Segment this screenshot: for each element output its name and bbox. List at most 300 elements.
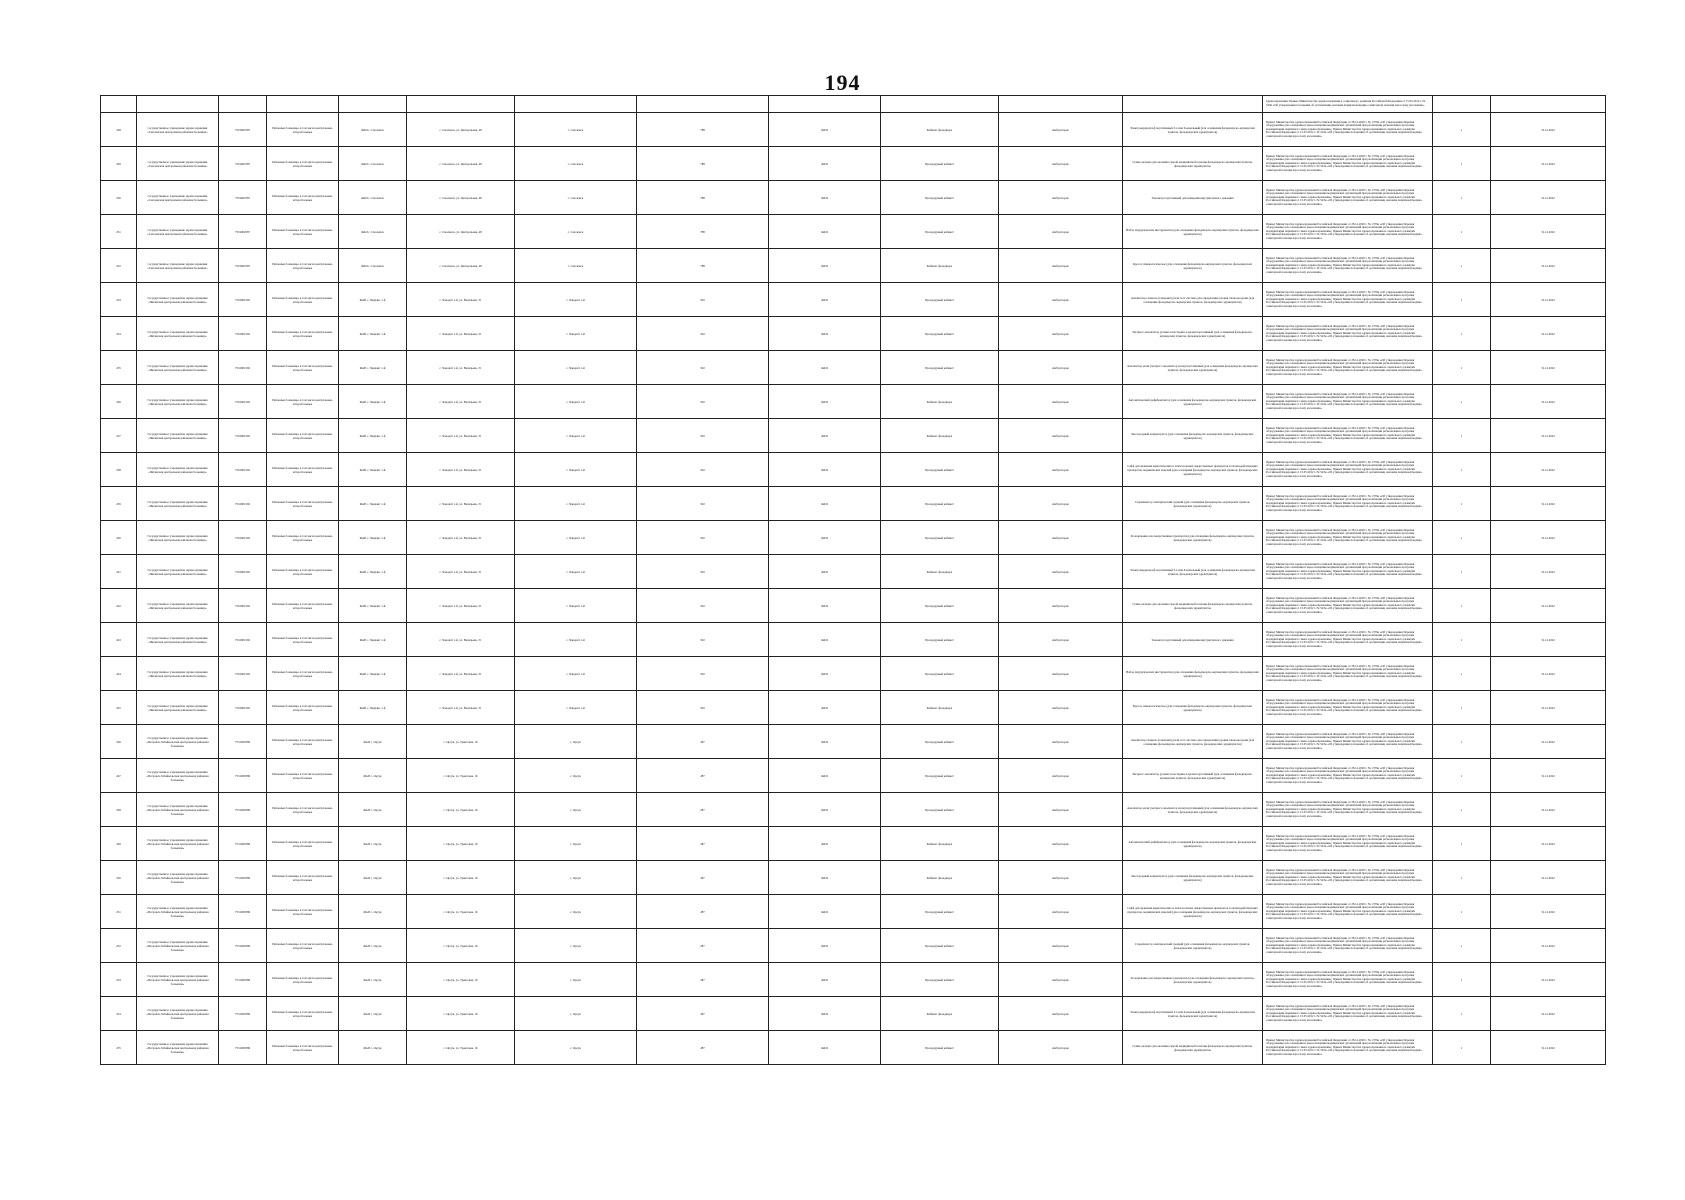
unit-cell: ФАП с. Чандант 1-й — [339, 317, 407, 351]
inn-cell: 7531000589 — [219, 963, 267, 997]
address-cell: с. Чандант 1-й, ул. Васильева, 31 — [407, 317, 515, 351]
room-cell: Процедурный кабинет — [881, 929, 999, 963]
continuation-row — [101, 96, 1606, 113]
org-type-cell: Районные больницы, в том числе центральные, аптеробольные — [267, 113, 339, 147]
unit-cell: ФАП с. Орсук — [339, 759, 407, 793]
row-number-cell: 231 — [101, 215, 137, 249]
care-form-cell: Амбулаторно — [999, 317, 1123, 351]
care-form-cell: Амбулаторно — [999, 351, 1123, 385]
date-cell: 31.12.2022 — [1491, 555, 1606, 589]
table-row — [101, 895, 1606, 929]
row-number-cell: 228 — [101, 113, 137, 147]
org-type-cell: Районные больницы, в том числе центральные, аптеробольные — [267, 317, 339, 351]
unit-cell: ФАП с. Смоленск — [339, 215, 407, 249]
order-cell: Приказ Министерства здравоохранения Российской Федерации от 28.12.2020 г. № 1379н «Об утверждении Перечня оборудования для оснащения и переоснащения медицинских организаций при реализации региональных программ модернизации первичного звена здравоохранения»; Приказ Министерства здравоохранения и социального развития Российской Федерации от 15.05.2012 г. № 543н «Об утверждении положения об организации оказания первичной медико-санитарной помощи взрослому населению» — [1263, 929, 1433, 963]
organization-cell: Государственное учреждение здравоохранения «Читинская центральная районная больница» — [137, 453, 219, 487]
order-cell: Приказ Министерства здравоохранения Российской Федерации от 28.12.2020 г. № 1379н «Об утверждении Перечня оборудования для оснащения и переоснащения медицинских организаций при реализации региональных программ модернизации первичного звена здравоохранения»; Приказ Министерства здравоохранения и социального развития Российской Федерации от 15.05.2012 г. № 543н «Об утверждении положения об организации оказания первичной медико-санитарной помощи взрослому населению» — [1263, 759, 1433, 793]
population-cell: 788 — [637, 215, 769, 249]
quantity-cell: 1 — [1433, 521, 1491, 555]
room-cell: Кабинет фельдшера — [881, 419, 999, 453]
quantity-cell: 1 — [1433, 895, 1491, 929]
quantity-cell: 1 — [1433, 725, 1491, 759]
inn-cell: 7531000589 — [219, 895, 267, 929]
row-number-cell: 252 — [101, 929, 137, 963]
organization-cell: Государственное учреждение здравоохранения «Читинская центральная районная больница» — [137, 317, 219, 351]
quantity-cell: 1 — [1433, 147, 1491, 181]
population-cell: 502 — [637, 351, 769, 385]
order-cell: Приказ Министерства здравоохранения Российской Федерации от 28.12.2020 г. № 1379н «Об утверждении Перечня оборудования для оснащения и переоснащения медицинских организаций при реализации региональных программ модернизации первичного звена здравоохранения»; Приказ Министерства здравоохранения и социального развития Российской Федерации от 15.05.2012 г. № 543н «Об утверждении положения об организации оказания первичной медико-санитарной помощи взрослому населению» — [1263, 657, 1433, 691]
room-cell: Процедурный кабинет — [881, 317, 999, 351]
order-cell: Приказ Министерства здравоохранения Российской Федерации от 28.12.2020 г. № 1379н «Об утверждении Перечня оборудования для оснащения и переоснащения медицинских организаций при реализации региональных программ модернизации первичного звена здравоохранения»; Приказ Министерства здравоохранения и социального развития Российской Федерации от 15.05.2012 г. № 543н «Об утверждении положения об организации оказания первичной медико-санитарной помощи взрослому населению» — [1263, 895, 1433, 929]
org-type-cell: Районные больницы, в том числе центральные, аптеробольные — [267, 385, 339, 419]
equipment-cell: Набор хирургических инструментов (для оснащения фельдшерско-акушерских пунктов, фельдшерских здравпунктов) — [1123, 657, 1263, 691]
room-cell: Кабинет фельдшера — [881, 827, 999, 861]
organization-cell: Государственное учреждение здравоохранения «Петровск-Забайкальская центральная районная больница» — [137, 997, 219, 1031]
date-cell: 31.12.2022 — [1491, 623, 1606, 657]
date-cell: 31.12.2022 — [1491, 317, 1606, 351]
care-form-cell: Амбулаторно — [999, 453, 1123, 487]
address-cell: с. Смоленск, ул. Центральная, 48 — [407, 147, 515, 181]
care-form-cell: Амбулаторно — [999, 623, 1123, 657]
unit-kind-cell: ФАП — [769, 759, 881, 793]
org-type-cell: Районные больницы, в том числе центральные, аптеробольные — [267, 963, 339, 997]
order-cell: Приказ Министерства здравоохранения Российской Федерации от 28.12.2020 г. № 1379н «Об утверждении Перечня оборудования для оснащения и переоснащения медицинских организаций при реализации региональных программ модернизации первичного звена здравоохранения»; Приказ Министерства здравоохранения и социального развития Российской Федерации от 15.05.2012 г. № 543н «Об утверждении положения об организации оказания первичной медико-санитарной помощи взрослому населению» — [1263, 997, 1433, 1031]
unit-cell: ФАП с. Чандант 1-й — [339, 589, 407, 623]
care-form-cell: Амбулаторно — [999, 113, 1123, 147]
inn-cell: 7516001592 — [219, 317, 267, 351]
care-form-cell: Амбулаторно — [999, 521, 1123, 555]
settlement-cell: с. Чандант 1-й — [515, 317, 637, 351]
quantity-cell: 1 — [1433, 691, 1491, 725]
equipment-cell: Тонометр портативный для измерения внутриглазного давления — [1123, 181, 1263, 215]
equipment-cell: Набор хирургических инструментов (для оснащения фельдшерско-акушерских пунктов, фельдшерских здравпунктов) — [1123, 215, 1263, 249]
quantity-cell: 1 — [1433, 1031, 1491, 1065]
organization-cell: Государственное учреждение здравоохранения «Читинская центральная районная больница» — [137, 657, 219, 691]
equipment-cell: Экспресс-анализатор уровня холестерина в крови портативный (для оснащения фельдшерско-акушерских пунктов, фельдшерских здравпунктов) — [1123, 317, 1263, 351]
care-form-cell: Амбулаторно — [999, 419, 1123, 453]
settlement-cell: с. Орсук — [515, 895, 637, 929]
inn-cell: 7519002587 — [219, 249, 267, 283]
inn-cell: 7519002587 — [219, 215, 267, 249]
address-cell: с. Смоленск, ул. Центральная, 48 — [407, 113, 515, 147]
equipment-cell: Анализатор мочи (экспресс-анализатор мочи) портативный (для оснащения фельдшерско-акушерских пунктов, фельдшерских здравпунктов) — [1123, 351, 1263, 385]
equipment-table-sheet — [100, 95, 1605, 1065]
order-cell: Приказ Министерства здравоохранения Российской Федерации от 28.12.2020 г. № 1379н «Об утверждении Перечня оборудования для оснащения и переоснащения медицинских организаций при реализации региональных программ модернизации первичного звена здравоохранения»; Приказ Министерства здравоохранения и социального развития Российской Федерации от 15.05.2012 г. № 543н «Об утверждении положения об организации оказания первичной медико-санитарной помощи взрослому населению» — [1263, 521, 1433, 555]
table-row — [101, 589, 1606, 623]
address-cell: с. Чандант 1-й, ул. Васильева, 31 — [407, 283, 515, 317]
care-form-cell: Амбулаторно — [999, 793, 1123, 827]
date-cell: 31.12.2022 — [1491, 963, 1606, 997]
population-cell: 287 — [637, 895, 769, 929]
settlement-cell: с. Чандант 1-й — [515, 555, 637, 589]
address-cell: с. Чандант 1-й, ул. Васильева, 31 — [407, 623, 515, 657]
order-cell: Приказ Министерства здравоохранения Российской Федерации от 28.12.2020 г. № 1379н «Об утверждении Перечня оборудования для оснащения и переоснащения медицинских организаций при реализации региональных программ модернизации первичного звена здравоохранения»; Приказ Министерства здравоохранения и социального развития Российской Федерации от 15.05.2012 г. № 543н «Об утверждении положения об организации оказания первичной медико-санитарной помощи взрослому населению» — [1263, 453, 1433, 487]
table-row — [101, 317, 1606, 351]
table-row — [101, 385, 1606, 419]
org-type-cell: Районные больницы, в том числе центральные, аптеробольные — [267, 453, 339, 487]
unit-kind-cell: ФАП — [769, 963, 881, 997]
unit-cell: ФАП с. Чандант 1-й — [339, 623, 407, 657]
address-cell: с. Чандант 1-й, ул. Васильева, 31 — [407, 419, 515, 453]
unit-cell: ФАП с. Орсук — [339, 997, 407, 1031]
equipment-cell: Электрокардиограф портативный 3-х или 6-канальный (для оснащения фельдшерско-акушерских пунктов, фельдшерских здравпунктов) — [1123, 555, 1263, 589]
quantity-cell: 1 — [1433, 657, 1491, 691]
unit-kind-cell: ФАП — [769, 453, 881, 487]
equipment-cell: Сумка-укладка для оказания скорой медицинской помощи фельдшерско-акушерских пунктов, фельдшерских здравпунктов — [1123, 147, 1263, 181]
organization-cell: Государственное учреждение здравоохранения «Читинская центральная районная больница» — [137, 555, 219, 589]
row-number-cell: 250 — [101, 861, 137, 895]
inn-cell: 7531000589 — [219, 725, 267, 759]
unit-kind-cell: ФАП — [769, 419, 881, 453]
room-cell: Процедурный кабинет — [881, 895, 999, 929]
population-cell: 287 — [637, 861, 769, 895]
table-row — [101, 351, 1606, 385]
quantity-cell: 1 — [1433, 827, 1491, 861]
quantity-cell: 1 — [1433, 759, 1491, 793]
unit-kind-cell: ФАП — [769, 895, 881, 929]
table-row — [101, 113, 1606, 147]
equipment-cell: Анализатор глюкозы (глюкометр) или тест-система для определения уровня глюкозы крови (для оснащения фельдшерско-акушерских пунктов, фельдшерских здравпунктов) — [1123, 725, 1263, 759]
organization-cell: Государственное учреждение здравоохранения «Читинская центральная районная больница» — [137, 691, 219, 725]
row-number-cell: 253 — [101, 963, 137, 997]
table-row — [101, 215, 1606, 249]
care-form-cell: Амбулаторно — [999, 385, 1123, 419]
population-cell: 502 — [637, 589, 769, 623]
room-cell: Кабинет фельдшера — [881, 997, 999, 1031]
settlement-cell: с. Орсук — [515, 861, 637, 895]
unit-cell: ФАП с. Чандант 1-й — [339, 487, 407, 521]
row-number-cell: 239 — [101, 487, 137, 521]
unit-kind-cell: ФАП — [769, 283, 881, 317]
order-cell: Приказ Министерства здравоохранения Российской Федерации от 28.12.2020 г. № 1379н «Об утверждении Перечня оборудования для оснащения и переоснащения медицинских организаций при реализации региональных программ модернизации первичного звена здравоохранения»; Приказ Министерства здравоохранения и социального развития Российской Федерации от 15.05.2012 г. № 543н «Об утверждении положения об организации оказания первичной медико-санитарной помощи взрослому населению» — [1263, 691, 1433, 725]
row-number-cell: 230 — [101, 181, 137, 215]
settlement-cell: с. Смоленск — [515, 249, 637, 283]
date-cell: 31.12.2022 — [1491, 827, 1606, 861]
row-number-cell: 229 — [101, 147, 137, 181]
address-cell: с. Чандант 1-й, ул. Васильева, 31 — [407, 691, 515, 725]
org-type-cell: Районные больницы, в том числе центральные, аптеробольные — [267, 895, 339, 929]
row-number-cell: 240 — [101, 521, 137, 555]
row-number-cell: 254 — [101, 997, 137, 1031]
care-form-cell: Амбулаторно — [999, 691, 1123, 725]
room-cell: Кабинет фельдшера — [881, 691, 999, 725]
population-cell: 502 — [637, 623, 769, 657]
quantity-cell: 1 — [1433, 861, 1491, 895]
row-number-cell: 255 — [101, 1031, 137, 1065]
address-cell: с. Орсук, ул. Трактовая, 16 — [407, 929, 515, 963]
population-cell: 788 — [637, 113, 769, 147]
quantity-cell: 1 — [1433, 249, 1491, 283]
org-type-cell: Районные больницы, в том числе центральные, аптеробольные — [267, 759, 339, 793]
table-row — [101, 555, 1606, 589]
unit-cell: ФАП с. Орсук — [339, 725, 407, 759]
room-cell: Процедурный кабинет — [881, 623, 999, 657]
room-cell: Кабинет фельдшера — [881, 113, 999, 147]
organization-cell: Государственное учреждение здравоохранения «Читинская центральная районная больница» — [137, 385, 219, 419]
population-cell: 502 — [637, 283, 769, 317]
row-number-cell: 242 — [101, 589, 137, 623]
settlement-cell: с. Орсук — [515, 1031, 637, 1065]
settlement-cell: с. Чандант 1-й — [515, 623, 637, 657]
equipment-cell: Сумка-укладка для оказания скорой медицинской помощи фельдшерско-акушерских пунктов, фельдшерских здравпунктов — [1123, 589, 1263, 623]
room-cell: Процедурный кабинет — [881, 487, 999, 521]
org-type-cell: Районные больницы, в том числе центральные, аптеробольные — [267, 861, 339, 895]
population-cell: 788 — [637, 147, 769, 181]
order-cell: Приказ Министерства здравоохранения Российской Федерации от 28.12.2020 г. № 1379н «Об утверждении Перечня оборудования для оснащения и переоснащения медицинских организаций при реализации региональных программ модернизации первичного звена здравоохранения»; Приказ Министерства здравоохранения и социального развития Российской Федерации от 15.05.2012 г. № 543н «Об утверждении положения об организации оказания первичной медико-санитарной помощи взрослому населению» — [1263, 861, 1433, 895]
quantity-cell: 1 — [1433, 963, 1491, 997]
room-cell: Процедурный кабинет — [881, 793, 999, 827]
date-cell: 31.12.2022 — [1491, 1031, 1606, 1065]
inn-cell: 7516001592 — [219, 487, 267, 521]
date-cell: 31.12.2022 — [1491, 997, 1606, 1031]
room-cell: Процедурный кабинет — [881, 181, 999, 215]
address-cell: с. Смоленск, ул. Центральная, 48 — [407, 181, 515, 215]
equipment-cell: Электрокардиограф портативный 3-х или 6-канальный (для оснащения фельдшерско-акушерских пунктов, фельдшерских здравпунктов) — [1123, 997, 1263, 1031]
page-number: 194 — [824, 70, 861, 95]
quantity-cell: 1 — [1433, 793, 1491, 827]
order-cell: Приказ Министерства здравоохранения Российской Федерации от 28.12.2020 г. № 1379н «Об утверждении Перечня оборудования для оснащения и переоснащения медицинских организаций при реализации региональных программ модернизации первичного звена здравоохранения»; Приказ Министерства здравоохранения и социального развития Российской Федерации от 15.05.2012 г. № 543н «Об утверждении положения об организации оказания первичной медико-санитарной помощи взрослому населению» — [1263, 181, 1433, 215]
equipment-cell: Электрокардиограф портативный 3-х или 6-канальный (для оснащения фельдшерско-акушерских пунктов, фельдшерских здравпунктов) — [1123, 113, 1263, 147]
unit-kind-cell: ФАП — [769, 1031, 881, 1065]
quantity-cell: 1 — [1433, 623, 1491, 657]
date-cell: 31.12.2022 — [1491, 215, 1606, 249]
row-number-cell: 246 — [101, 725, 137, 759]
care-form-cell: Амбулаторно — [999, 759, 1123, 793]
care-form-cell: Амбулаторно — [999, 725, 1123, 759]
equipment-cell: Холодильник для лекарственных препаратов (для оснащения фельдшерско-акушерских пунктов, фельдшерских здравпунктов) — [1123, 963, 1263, 997]
unit-kind-cell: ФАП — [769, 589, 881, 623]
unit-cell: ФАП с. Орсук — [339, 861, 407, 895]
org-type-cell: Районные больницы, в том числе центральные, аптеробольные — [267, 1031, 339, 1065]
equipment-cell: Сейф для хранения наркотических и психотропных лекарственных препаратов и сильнодействующих препаратов, медицинских изделий (для оснащения фельдшерско-акушерских пунктов, фельдшерских здравпунктов) — [1123, 895, 1263, 929]
care-form-cell: Амбулаторно — [999, 997, 1123, 1031]
equipment-cell: Автоматический дефибриллятор (для оснащения фельдшерско-акушерских пунктов, фельдшерских здравпунктов) — [1123, 385, 1263, 419]
address-cell: с. Орсук, ул. Трактовая, 16 — [407, 793, 515, 827]
care-form-cell: Амбулаторно — [999, 249, 1123, 283]
org-type-cell: Районные больницы, в том числе центральные, аптеробольные — [267, 181, 339, 215]
table-row — [101, 963, 1606, 997]
inn-cell: 7516001592 — [219, 351, 267, 385]
organization-cell: государственное учреждение здравоохранения «Смоленская центральная районная больница» — [137, 147, 219, 181]
unit-cell: ФАП с. Орсук — [339, 895, 407, 929]
inn-cell: 7531000589 — [219, 1031, 267, 1065]
care-form-cell: Амбулаторно — [999, 487, 1123, 521]
unit-kind-cell: ФАП — [769, 113, 881, 147]
order-cell: Приказ Министерства здравоохранения Российской Федерации от 28.12.2020 г. № 1379н «Об утверждении Перечня оборудования для оснащения и переоснащения медицинских организаций при реализации региональных программ модернизации первичного звена здравоохранения»; Приказ Министерства здравоохранения и социального развития Российской Федерации от 15.05.2012 г. № 543н «Об утверждении положения об организации оказания первичной медико-санитарной помощи взрослому населению» — [1263, 827, 1433, 861]
inn-cell: 7531000589 — [219, 997, 267, 1031]
unit-cell: ФАП с. Чандант 1-й — [339, 385, 407, 419]
equipment-cell: Анализатор мочи (экспресс-анализатор мочи) портативный (для оснащения фельдшерско-акушерских пунктов, фельдшерских здравпунктов) — [1123, 793, 1263, 827]
settlement-cell: с. Чандант 1-й — [515, 691, 637, 725]
quantity-cell: 1 — [1433, 487, 1491, 521]
quantity-cell: 1 — [1433, 997, 1491, 1031]
org-type-cell: Районные больницы, в том числе центральные, аптеробольные — [267, 997, 339, 1031]
room-cell: Процедурный кабинет — [881, 215, 999, 249]
inn-cell: 7531000589 — [219, 759, 267, 793]
unit-kind-cell: ФАП — [769, 317, 881, 351]
address-cell: с. Чандант 1-й, ул. Васильева, 31 — [407, 657, 515, 691]
organization-cell: Государственное учреждение здравоохранения «Читинская центральная районная больница» — [137, 623, 219, 657]
organization-cell: государственное учреждение здравоохранения «Смоленская центральная районная больница» — [137, 249, 219, 283]
address-cell: с. Орсук, ул. Трактовая, 16 — [407, 861, 515, 895]
population-cell: 287 — [637, 963, 769, 997]
quantity-cell: 1 — [1433, 589, 1491, 623]
org-type-cell: Районные больницы, в том числе центральные, аптеробольные — [267, 147, 339, 181]
date-cell: 31.12.2022 — [1491, 351, 1606, 385]
care-form-cell: Амбулаторно — [999, 861, 1123, 895]
room-cell: Кабинет фельдшера — [881, 555, 999, 589]
settlement-cell: с. Смоленск — [515, 215, 637, 249]
row-number-cell: 232 — [101, 249, 137, 283]
org-type-cell: Районные больницы, в том числе центральные, аптеробольные — [267, 351, 339, 385]
organization-cell: Государственное учреждение здравоохранения «Петровск-Забайкальская центральная районная больница» — [137, 963, 219, 997]
settlement-cell: с. Орсук — [515, 963, 637, 997]
care-form-cell: Амбулаторно — [999, 1031, 1123, 1065]
population-cell: 287 — [637, 793, 769, 827]
order-cell: Приказ Министерства здравоохранения Российской Федерации от 28.12.2020 г. № 1379н «Об утверждении Перечня оборудования для оснащения и переоснащения медицинских организаций при реализации региональных программ модернизации первичного звена здравоохранения»; Приказ Министерства здравоохранения и социального развития Российской Федерации от 15.05.2012 г. № 543н «Об утверждении положения об организации оказания первичной медико-санитарной помощи взрослому населению» — [1263, 385, 1433, 419]
unit-cell: ФАП с. Чандант 1-й — [339, 419, 407, 453]
unit-kind-cell: ФАП — [769, 861, 881, 895]
quantity-cell: 1 — [1433, 419, 1491, 453]
unit-cell: ФАП с. Чандант 1-й — [339, 657, 407, 691]
inn-cell: 7516001592 — [219, 385, 267, 419]
table-row — [101, 997, 1606, 1031]
equipment-cell: Стерилизатор электрический средний (для оснащения фельдшерско-акушерских пунктов, фельдшерских здравпунктов) — [1123, 487, 1263, 521]
quantity-cell: 1 — [1433, 317, 1491, 351]
unit-kind-cell: ФАП — [769, 249, 881, 283]
inn-cell: 7516001592 — [219, 453, 267, 487]
room-cell: Процедурный кабинет — [881, 453, 999, 487]
organization-cell: государственное учреждение здравоохранения «Смоленская центральная районная больница» — [137, 181, 219, 215]
quantity-cell: 1 — [1433, 453, 1491, 487]
equipment-cell: Сейф для хранения наркотических и психотропных лекарственных препаратов и сильнодействующих препаратов, медицинских изделий (для оснащения фельдшерско-акушерских пунктов, фельдшерских здравпунктов) — [1123, 453, 1263, 487]
order-cell: Приказ Министерства здравоохранения Российской Федерации от 28.12.2020 г. № 1379н «Об утверждении Перечня оборудования для оснащения и переоснащения медицинских организаций при реализации региональных программ модернизации первичного звена здравоохранения»; Приказ Министерства здравоохранения и социального развития Российской Федерации от 15.05.2012 г. № 543н «Об утверждении положения об организации оказания первичной медико-санитарной помощи взрослому населению» — [1263, 317, 1433, 351]
unit-kind-cell: ФАП — [769, 827, 881, 861]
row-number-cell: 237 — [101, 419, 137, 453]
organization-cell: Государственное учреждение здравоохранения «Читинская центральная районная больница» — [137, 419, 219, 453]
table-row — [101, 453, 1606, 487]
unit-cell: ФАП с. Чандант 1-й — [339, 691, 407, 725]
date-cell: 31.12.2022 — [1491, 691, 1606, 725]
unit-cell: ФАП с. Орсук — [339, 1031, 407, 1065]
unit-cell: ФАП с. Орсук — [339, 963, 407, 997]
date-cell: 31.12.2022 — [1491, 283, 1606, 317]
room-cell: Процедурный кабинет — [881, 725, 999, 759]
table-row — [101, 929, 1606, 963]
room-cell: Процедурный кабинет — [881, 147, 999, 181]
org-type-cell: Районные больницы, в том числе центральные, аптеробольные — [267, 827, 339, 861]
row-number-cell: 238 — [101, 453, 137, 487]
org-type-cell: Районные больницы, в том числе центральные, аптеробольные — [267, 623, 339, 657]
unit-kind-cell: ФАП — [769, 147, 881, 181]
unit-cell: ФАП с. Чандант 1-й — [339, 351, 407, 385]
table-row — [101, 691, 1606, 725]
quantity-cell: 1 — [1433, 555, 1491, 589]
population-cell: 502 — [637, 453, 769, 487]
care-form-cell: Амбулаторно — [999, 827, 1123, 861]
organization-cell: Государственное учреждение здравоохранения «Читинская центральная районная больница» — [137, 487, 219, 521]
settlement-cell: с. Смоленск — [515, 181, 637, 215]
date-cell: 31.12.2022 — [1491, 589, 1606, 623]
quantity-cell: 1 — [1433, 181, 1491, 215]
inn-cell: 7519002587 — [219, 113, 267, 147]
address-cell: с. Орсук, ул. Трактовая, 16 — [407, 963, 515, 997]
row-number-cell: 245 — [101, 691, 137, 725]
settlement-cell: с. Чандант 1-й — [515, 487, 637, 521]
unit-cell: ФАП с. Смоленск — [339, 147, 407, 181]
unit-cell: ФАП с. Смоленск — [339, 249, 407, 283]
equipment-cell: Кислородный концентратор (для оснащения фельдшерско-акушерских пунктов, фельдшерских здравпунктов) — [1123, 419, 1263, 453]
table-row — [101, 759, 1606, 793]
settlement-cell: с. Чандант 1-й — [515, 283, 637, 317]
room-cell: Процедурный кабинет — [881, 589, 999, 623]
organization-cell: государственное учреждение здравоохранения «Смоленская центральная районная больница» — [137, 215, 219, 249]
settlement-cell: с. Чандант 1-й — [515, 351, 637, 385]
order-cell: Приказ Министерства здравоохранения Российской Федерации от 28.12.2020 г. № 1379н «Об утверждении Перечня оборудования для оснащения и переоснащения медицинских организаций при реализации региональных программ модернизации первичного звена здравоохранения»; Приказ Министерства здравоохранения и социального развития Российской Федерации от 15.05.2012 г. № 543н «Об утверждении положения об организации оказания первичной медико-санитарной помощи взрослому населению» — [1263, 623, 1433, 657]
date-cell: 31.12.2022 — [1491, 861, 1606, 895]
address-cell: с. Орсук, ул. Трактовая, 16 — [407, 1031, 515, 1065]
equipment-cell: Экспресс-анализатор уровня холестерина в крови портативный (для оснащения фельдшерско-акушерских пунктов, фельдшерских здравпунктов) — [1123, 759, 1263, 793]
unit-cell: ФАП с. Орсук — [339, 929, 407, 963]
population-cell: 502 — [637, 555, 769, 589]
room-cell: Процедурный кабинет — [881, 759, 999, 793]
inn-cell: 7516001592 — [219, 555, 267, 589]
organization-cell: Государственное учреждение здравоохранения «Читинская центральная районная больница» — [137, 351, 219, 385]
population-cell: 502 — [637, 385, 769, 419]
equipment-cell: Кресло гинекологическое (для оснащения фельдшерско-акушерских пунктов, фельдшерских здравпунктов) — [1123, 249, 1263, 283]
unit-cell: ФАП с. Смоленск — [339, 113, 407, 147]
table-row — [101, 827, 1606, 861]
order-cell: Приказ Министерства здравоохранения Российской Федерации от 28.12.2020 г. № 1379н «Об утверждении Перечня оборудования для оснащения и переоснащения медицинских организаций при реализации региональных программ модернизации первичного звена здравоохранения»; Приказ Министерства здравоохранения и социального развития Российской Федерации от 15.05.2012 г. № 543н «Об утверждении положения об организации оказания первичной медико-санитарной помощи взрослому населению» — [1263, 963, 1433, 997]
org-type-cell: Районные больницы, в том числе центральные, аптеробольные — [267, 929, 339, 963]
settlement-cell: с. Чандант 1-й — [515, 521, 637, 555]
unit-cell: ФАП с. Орсук — [339, 793, 407, 827]
care-form-cell: Амбулаторно — [999, 963, 1123, 997]
row-number-cell: 233 — [101, 283, 137, 317]
table-row — [101, 419, 1606, 453]
room-cell: Кабинет фельдшера — [881, 861, 999, 895]
continuation-order-cell: здравоохранения; Приказ Министерства здравоохранения и социального развития Российской Федерации от 15.05.2012 г. № 543н «Об утверждении положения об организации оказания первичной медико-санитарной помощи взрослому населению» — [1263, 96, 1433, 113]
row-number-cell: 247 — [101, 759, 137, 793]
address-cell: с. Чандант 1-й, ул. Васильева, 31 — [407, 521, 515, 555]
unit-cell: ФАП с. Смоленск — [339, 181, 407, 215]
equipment-cell: Кресло гинекологическое (для оснащения фельдшерско-акушерских пунктов, фельдшерских здравпунктов) — [1123, 691, 1263, 725]
address-cell: с. Орсук, ул. Трактовая, 16 — [407, 997, 515, 1031]
unit-kind-cell: ФАП — [769, 555, 881, 589]
address-cell: с. Орсук, ул. Трактовая, 16 — [407, 759, 515, 793]
address-cell: с. Орсук, ул. Трактовая, 16 — [407, 895, 515, 929]
order-cell: Приказ Министерства здравоохранения Российской Федерации от 28.12.2020 г. № 1379н «Об утверждении Перечня оборудования для оснащения и переоснащения медицинских организаций при реализации региональных программ модернизации первичного звена здравоохранения»; Приказ Министерства здравоохранения и социального развития Российской Федерации от 15.05.2012 г. № 543н «Об утверждении положения об организации оказания первичной медико-санитарной помощи взрослому населению» — [1263, 283, 1433, 317]
quantity-cell: 1 — [1433, 929, 1491, 963]
table-row — [101, 283, 1606, 317]
date-cell: 31.12.2022 — [1491, 181, 1606, 215]
org-type-cell: Районные больницы, в том числе центральные, аптеробольные — [267, 793, 339, 827]
date-cell: 31.12.2022 — [1491, 385, 1606, 419]
org-type-cell: Районные больницы, в том числе центральные, аптеробольные — [267, 215, 339, 249]
inn-cell: 7519002587 — [219, 147, 267, 181]
org-type-cell: Районные больницы, в том числе центральные, аптеробольные — [267, 249, 339, 283]
row-number-cell: 234 — [101, 317, 137, 351]
organization-cell: Государственное учреждение здравоохранения «Петровск-Забайкальская центральная районная больница» — [137, 895, 219, 929]
unit-kind-cell: ФАП — [769, 487, 881, 521]
settlement-cell: с. Чандант 1-й — [515, 453, 637, 487]
table-row — [101, 521, 1606, 555]
date-cell: 31.12.2022 — [1491, 725, 1606, 759]
order-cell: Приказ Министерства здравоохранения Российской Федерации от 28.12.2020 г. № 1379н «Об утверждении Перечня оборудования для оснащения и переоснащения медицинских организаций при реализации региональных программ модернизации первичного звена здравоохранения»; Приказ Министерства здравоохранения и социального развития Российской Федерации от 15.05.2012 г. № 543н «Об утверждении положения об организации оказания первичной медико-санитарной помощи взрослому населению» — [1263, 113, 1433, 147]
care-form-cell: Амбулаторно — [999, 283, 1123, 317]
population-cell: 287 — [637, 1031, 769, 1065]
settlement-cell: с. Смоленск — [515, 147, 637, 181]
